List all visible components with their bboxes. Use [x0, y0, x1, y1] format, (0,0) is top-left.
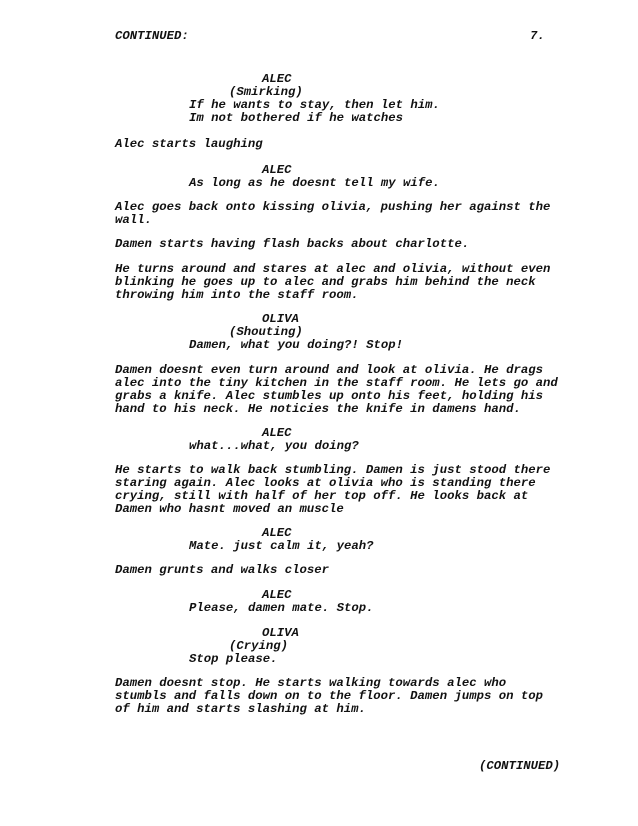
- parenthetical: (Shouting): [229, 325, 303, 339]
- action-line: blinking he goes up to alec and grabs him behind the neck: [115, 275, 536, 289]
- action-line: throwing him into the staff room.: [115, 288, 359, 302]
- continued-footer: (CONTINUED): [479, 759, 561, 773]
- character-name: OLIVA: [262, 312, 299, 326]
- action-line: hand to his neck. He noticies the knife in damens hand.: [115, 402, 521, 416]
- parenthetical: (Crying): [229, 639, 289, 653]
- action-line: alec into the tiny kitchen in the staff room. He lets go and: [115, 376, 558, 390]
- character-name: OLIVA: [262, 626, 299, 640]
- action-line: Damen who hasnt moved an muscle: [115, 502, 344, 516]
- character-name: ALEC: [262, 163, 292, 177]
- action-line: Damen doesnt even turn around and look at olivia. He drags: [115, 363, 544, 377]
- character-name: ALEC: [262, 72, 292, 86]
- action-line: He starts to walk back stumbling. Damen is just stood there: [115, 463, 551, 477]
- action-line: Damen grunts and walks closer: [115, 563, 330, 577]
- action-line: wall.: [115, 213, 152, 227]
- character-name: ALEC: [262, 426, 292, 440]
- action-line: grabs a knife. Alec stumbles up onto his feet, holding his: [115, 389, 544, 403]
- action-line: Alec goes back onto kissing olivia, pushing her against the: [115, 200, 551, 214]
- dialogue-line: As long as he doesnt tell my wife.: [189, 176, 440, 190]
- action-line: stumbls and falls down on to the floor. Damen jumps on top: [115, 689, 544, 703]
- action-line: Alec starts laughing: [115, 137, 263, 151]
- dialogue-line: Im not bothered if he watches: [189, 111, 404, 125]
- character-name: ALEC: [262, 588, 292, 602]
- action-line: He turns around and stares at alec and olivia, without even: [115, 262, 551, 276]
- page-number: 7.: [530, 29, 545, 43]
- action-line: Damen starts having flash backs about charlotte.: [115, 237, 470, 251]
- dialogue-line: If he wants to stay, then let him.: [189, 98, 440, 112]
- parenthetical: (Smirking): [229, 85, 303, 99]
- dialogue-line: Stop please.: [189, 652, 278, 666]
- action-line: of him and starts slashing at him.: [115, 702, 366, 716]
- continued-header: CONTINUED:: [115, 29, 189, 43]
- action-line: Damen doesnt stop. He starts walking towards alec who: [115, 676, 507, 690]
- dialogue-line: what...what, you doing?: [189, 439, 359, 453]
- action-line: staring again. Alec looks at olivia who is standing there: [115, 476, 536, 490]
- character-name: ALEC: [262, 526, 292, 540]
- dialogue-line: Please, damen mate. Stop.: [189, 601, 374, 615]
- dialogue-line: Mate. just calm it, yeah?: [189, 539, 374, 553]
- action-line: crying, still with half of her top off. He looks back at: [115, 489, 529, 503]
- dialogue-line: Damen, what you doing?! Stop!: [189, 338, 404, 352]
